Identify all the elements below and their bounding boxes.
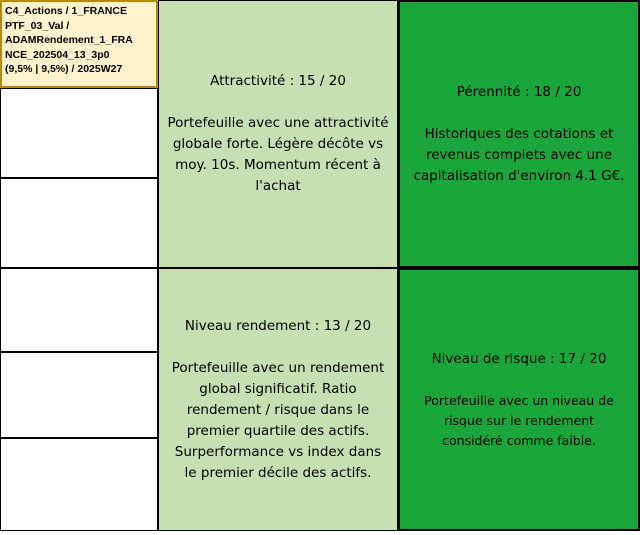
score-max: / 20 xyxy=(576,350,607,367)
perennite-card xyxy=(398,0,640,268)
rendement-title xyxy=(185,316,371,337)
attractivite-card xyxy=(158,0,398,268)
score-value: 18 xyxy=(533,83,551,100)
header-line: (9,5% | 9,5%) / 2025W27 xyxy=(5,63,123,75)
blank-cell xyxy=(0,88,158,178)
score-value: 15 xyxy=(298,73,316,89)
title-label: Pérennité : xyxy=(456,83,534,100)
blank-cell xyxy=(0,352,158,438)
header-line: ADAMRendement_1_FRA xyxy=(5,34,133,46)
header-line: C4_Actions / 1_FRANCE xyxy=(5,5,127,17)
perennite-title xyxy=(457,82,582,103)
rendement-card xyxy=(158,268,398,531)
score-value: 13 xyxy=(323,317,341,334)
title-label: Attractivité : xyxy=(210,73,299,89)
title-label: Niveau de risque : xyxy=(431,350,559,367)
attractivite-text: Portefeuille avec une attractivité globale forte. Légère décôte vs moy. 10s. Momentum récent à l'achat xyxy=(167,115,389,194)
risque-card xyxy=(398,268,640,531)
rendement-text: Portefeuille avec un rendement global significatif. Ratio rendement / risque dans le premier quartile des actifs. Surperformance vs index dans le premier décile des actifs. xyxy=(171,359,385,481)
risque-title xyxy=(432,349,607,370)
blank-cell xyxy=(0,438,158,531)
header-line: NCE_202504_13_3p0 xyxy=(5,48,110,61)
blank-cell xyxy=(0,178,158,268)
portfolio-header xyxy=(0,0,158,88)
risque-text: Portefeuille avec un niveau de risque sur le rendement considéré comme faible. xyxy=(424,392,614,448)
title-label: Niveau rendement : xyxy=(184,317,324,334)
blank-cell xyxy=(0,268,158,352)
header-line: PTF_03_Val / xyxy=(5,19,70,32)
score-max: / 20 xyxy=(340,317,372,334)
perennite-text: Historiques des cotations et revenus complets avec une capitalisation d'environ 4.1 G€. xyxy=(413,125,625,184)
score-value: 17 xyxy=(558,350,577,367)
attractivite-title xyxy=(210,71,346,92)
score-max: / 20 xyxy=(315,73,346,89)
score-max: / 20 xyxy=(551,83,582,100)
